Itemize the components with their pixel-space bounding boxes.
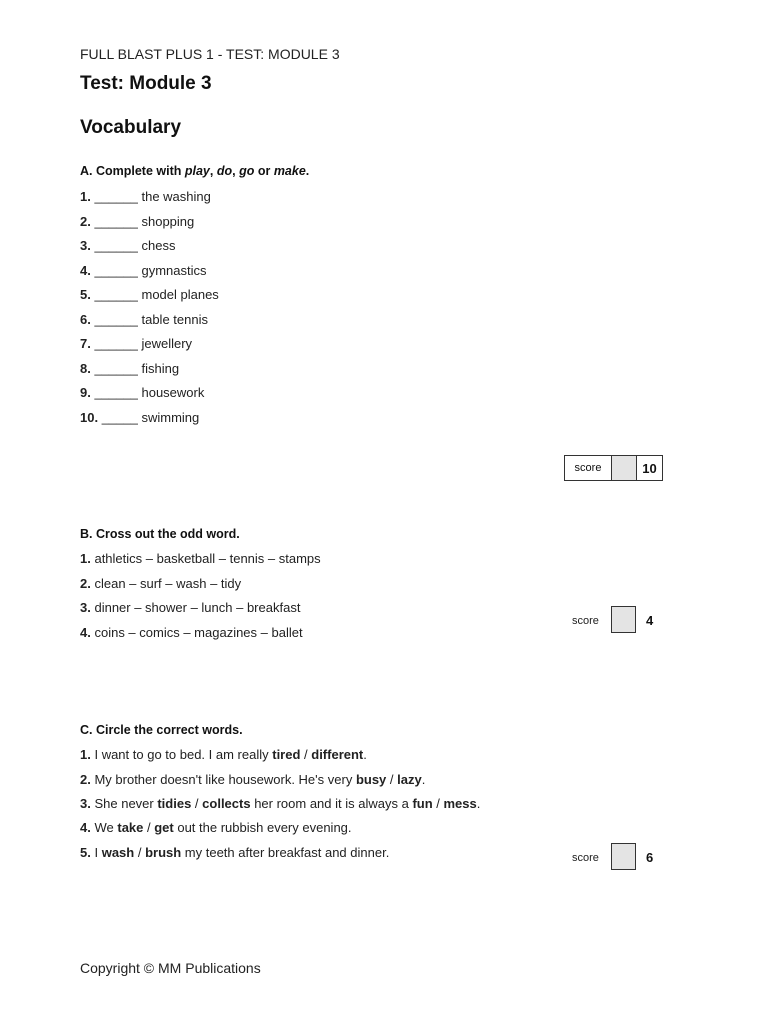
part-b-score-max: 4 — [646, 613, 654, 628]
part-a-item: 9. ______ housework — [80, 385, 205, 400]
part-a-item: 8. ______ fishing — [80, 361, 180, 376]
part-a-item: 10. _____ swimming — [80, 410, 200, 425]
part-b-score-label: score — [572, 615, 599, 627]
part-a-item: 2. ______ shopping — [80, 214, 195, 229]
part-c-item: 2. My brother doesn't like housework. He's very busy / lazy. — [80, 772, 426, 787]
part-a-item: 4. ______ gymnastics — [80, 263, 207, 278]
part-a-item: 3. ______ chess — [80, 238, 176, 253]
part-c-score-label: score — [572, 852, 599, 864]
part-a-item: 1. ______ the washing — [80, 189, 211, 204]
copyright-footer: Copyright © MM Publications — [80, 960, 261, 976]
part-c-item: 1. I want to go to bed. I am really tired / different. — [80, 747, 367, 762]
part-a-item: 5. ______ model planes — [80, 287, 219, 302]
score-label: score — [565, 456, 612, 480]
part-b-score-cell[interactable] — [611, 606, 636, 633]
part-c-item: 5. I wash / brush my teeth after breakfast and dinner. — [80, 845, 390, 860]
part-c-item: 3. She never tidies / collects her room and it is always a fun / mess. — [80, 796, 481, 811]
section-title: Vocabulary — [80, 117, 182, 138]
part-a-score-box — [564, 455, 663, 481]
part-b-item: 3. dinner – shower – lunch – breakfast — [80, 600, 301, 615]
score-entry-cell[interactable] — [612, 456, 637, 480]
part-c-score-cell[interactable] — [611, 843, 636, 870]
part-b-item: 4. coins – comics – magazines – ballet — [80, 625, 303, 640]
part-c-item: 4. We take / get out the rubbish every evening. — [80, 820, 352, 835]
part-b-instruction: B. Cross out the odd word. — [80, 527, 240, 541]
part-b-item: 2. clean – surf – wash – tidy — [80, 576, 242, 591]
part-a-item: 7. ______ jewellery — [80, 336, 193, 351]
page-header: FULL BLAST PLUS 1 - TEST: MODULE 3 — [80, 46, 340, 62]
score-max: 10 — [642, 460, 657, 476]
part-a-item: 6. ______ table tennis — [80, 312, 208, 327]
part-c-instruction: C. Circle the correct words. — [80, 723, 243, 737]
part-a-instruction: A. Complete with play, do, go or make. — [80, 164, 310, 178]
part-c-score-max: 6 — [646, 850, 654, 865]
part-b-item: 1. athletics – basketball – tennis – stamps — [80, 551, 321, 566]
test-title: Test: Module 3 — [80, 73, 212, 94]
